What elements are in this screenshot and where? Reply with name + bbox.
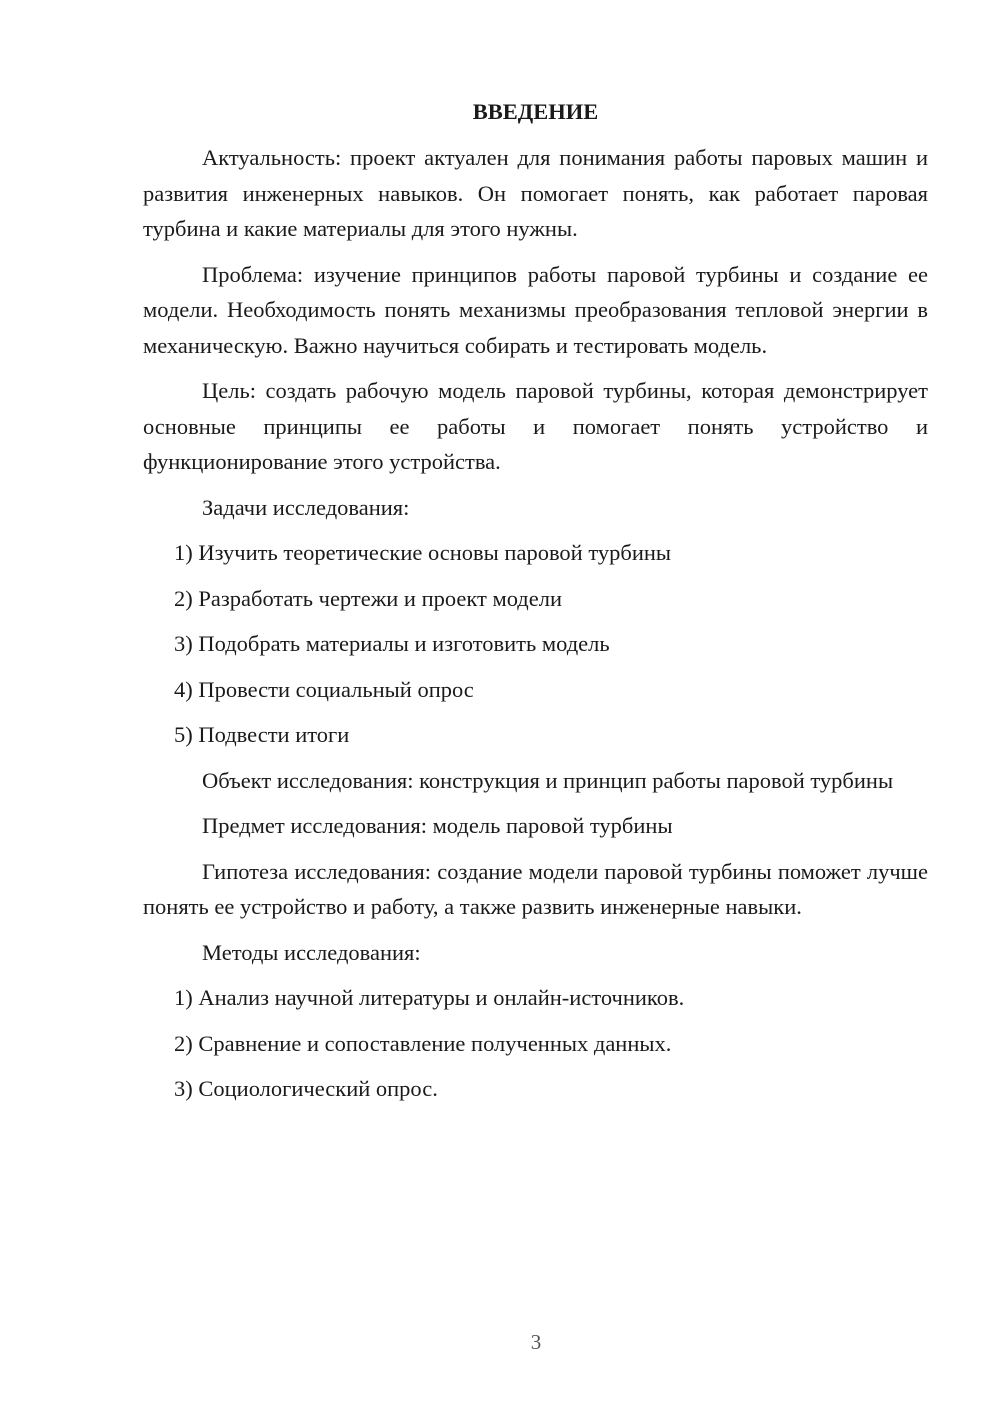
subject-paragraph: Предмет исследования: модель паровой турбины [202, 813, 673, 838]
document-body [143, 94, 928, 1117]
tasks-list [143, 535, 928, 753]
goal-paragraph: Цель: создать рабочую модель паровой турбины, которая демонстрирует основные принципы ее работы и помогает понять устройство и функционирование этого устройства. [143, 378, 928, 474]
relevance-paragraph: Актуальность: проект актуален для понимания работы паровых машин и развития инженерных навыков. Он помогает понять, как работает паровая турбина и какие материалы для этого нужны. [143, 145, 928, 241]
list-item: 2) Разработать чертежи и проект модели [174, 585, 563, 611]
list-item: 3) Подобрать материалы и изготовить модель [174, 631, 610, 656]
list-item: 3) Социологический опрос. [174, 1076, 438, 1101]
list-item: 2) Сравнение и сопоставление полученных данных. [174, 1030, 672, 1056]
tasks-heading: Задачи исследования: [202, 494, 410, 520]
section-title: ВВЕДЕНИЕ [472, 99, 599, 124]
list-item: 5) Подвести итоги [174, 722, 350, 747]
list-item: 1) Анализ научной литературы и онлайн-источников. [174, 985, 685, 1010]
problem-paragraph: Проблема: изучение принципов работы паровой турбины и создание ее модели. Необходимость понять механизмы преобразования тепловой энергии в механическую. Важно научиться собирать и тестировать модель. [143, 261, 928, 358]
methods-heading: Методы исследования: [202, 939, 421, 965]
methods-list [143, 980, 928, 1107]
list-item: 4) Провести социальный опрос [174, 676, 474, 702]
page-number: 3 [530, 1330, 542, 1354]
hypothesis-paragraph: Гипотеза исследования: создание модели паровой турбины поможет лучше понять ее устройство и работу, а также развить инженерные навыки. [143, 858, 928, 919]
object-paragraph: Объект исследования: конструкция и принцип работы паровой турбины [202, 767, 894, 793]
list-item: 1) Изучить теоретические основы паровой турбины [174, 540, 672, 565]
